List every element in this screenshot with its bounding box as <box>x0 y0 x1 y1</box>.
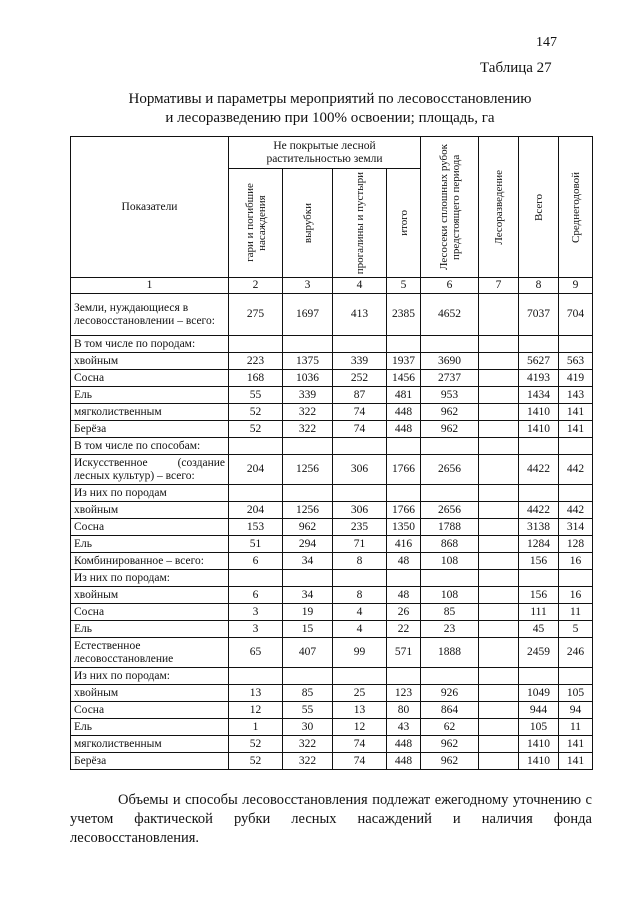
table-cell: 4 <box>333 604 387 621</box>
row-label: Сосна <box>71 702 229 719</box>
table-cell: 74 <box>333 404 387 421</box>
column-number: 2 <box>229 278 283 294</box>
table-cell: 55 <box>283 702 333 719</box>
row-label: В том числе по способам: <box>71 438 229 455</box>
header-unforested-group: Не покрытые лесной растительностью земли <box>229 137 421 169</box>
table-cell: 85 <box>421 604 479 621</box>
header-clearcut-areas: Лесосеки сплошных рубок предстоящего периода <box>421 137 479 278</box>
table-cell: 204 <box>229 455 283 485</box>
table-cell: 448 <box>387 404 421 421</box>
table-cell: 1766 <box>387 455 421 485</box>
header-indicator: Показатели <box>71 137 229 278</box>
table-cell: 6 <box>229 553 283 570</box>
table-cell <box>387 336 421 353</box>
table-cell <box>229 485 283 502</box>
table-cell: 442 <box>559 455 593 485</box>
table-cell: 43 <box>387 719 421 736</box>
column-number-row <box>71 278 593 294</box>
table-cell <box>479 570 519 587</box>
table-cell: 105 <box>559 685 593 702</box>
table-cell: 235 <box>333 519 387 536</box>
table-cell: 4422 <box>519 455 559 485</box>
table-cell: 16 <box>559 553 593 570</box>
table-cell <box>519 485 559 502</box>
table-cell: 141 <box>559 421 593 438</box>
table-cell <box>559 668 593 685</box>
column-number: 1 <box>71 278 229 294</box>
table-cell: 1788 <box>421 519 479 536</box>
table-cell: 3 <box>229 604 283 621</box>
table-cell: 80 <box>387 702 421 719</box>
table-cell: 16 <box>559 587 593 604</box>
table-cell <box>479 438 519 455</box>
table-cell <box>387 570 421 587</box>
table-row <box>71 502 593 519</box>
row-label: Ель <box>71 387 229 404</box>
table-cell: 3690 <box>421 353 479 370</box>
table-row <box>71 621 593 638</box>
table-cell <box>479 502 519 519</box>
table-cell: 962 <box>421 736 479 753</box>
table-cell <box>283 336 333 353</box>
table-cell <box>479 421 519 438</box>
table-cell <box>283 485 333 502</box>
table-cell: 413 <box>333 294 387 336</box>
table-cell <box>283 668 333 685</box>
table-cell: 87 <box>333 387 387 404</box>
table-cell <box>283 438 333 455</box>
table-cell: 481 <box>387 387 421 404</box>
table-cell: 5 <box>559 621 593 638</box>
table-cell <box>479 519 519 536</box>
table-row <box>71 438 593 455</box>
table-cell: 22 <box>387 621 421 638</box>
table-cell: 48 <box>387 587 421 604</box>
table-cell: 85 <box>283 685 333 702</box>
table-row <box>71 519 593 536</box>
table-cell: 1456 <box>387 370 421 387</box>
table-cell: 294 <box>283 536 333 553</box>
row-label: Ель <box>71 621 229 638</box>
table-cell: 5627 <box>519 353 559 370</box>
table-cell: 105 <box>519 719 559 736</box>
table-row <box>71 370 593 387</box>
norms-table <box>70 136 593 770</box>
table-cell: 7037 <box>519 294 559 336</box>
table-cell: 30 <box>283 719 333 736</box>
table-cell: 4652 <box>421 294 479 336</box>
table-cell: 52 <box>229 753 283 770</box>
table-cell: 416 <box>387 536 421 553</box>
table-row <box>71 404 593 421</box>
table-cell: 74 <box>333 753 387 770</box>
table-cell: 25 <box>333 685 387 702</box>
column-number: 3 <box>283 278 333 294</box>
table-cell: 2385 <box>387 294 421 336</box>
table-cell: 962 <box>421 404 479 421</box>
table-cell: 252 <box>333 370 387 387</box>
table-cell: 1 <box>229 719 283 736</box>
table-cell <box>229 668 283 685</box>
table-title <box>70 90 590 128</box>
row-label: Из них по породам: <box>71 570 229 587</box>
row-label: В том числе по породам: <box>71 336 229 353</box>
table-cell: 4193 <box>519 370 559 387</box>
table-cell: 1036 <box>283 370 333 387</box>
row-label: хвойным <box>71 587 229 604</box>
row-label: Сосна <box>71 370 229 387</box>
table-cell: 141 <box>559 753 593 770</box>
table-cell: 246 <box>559 638 593 668</box>
table-cell: 74 <box>333 421 387 438</box>
table-cell: 168 <box>229 370 283 387</box>
table-cell: 94 <box>559 702 593 719</box>
table-cell <box>479 736 519 753</box>
table-cell <box>333 336 387 353</box>
table-cell: 1697 <box>283 294 333 336</box>
row-label: Земли, нуждающиеся в лесовосстановлении – всего: <box>71 294 229 336</box>
table-cell <box>479 353 519 370</box>
row-label: Естественное лесовосстановление <box>71 638 229 668</box>
table-cell: 322 <box>283 404 333 421</box>
table-cell: 156 <box>519 553 559 570</box>
table-cell <box>387 485 421 502</box>
table-cell <box>229 438 283 455</box>
table-cell: 123 <box>387 685 421 702</box>
table-cell: 3 <box>229 621 283 638</box>
row-label: Сосна <box>71 519 229 536</box>
table-cell: 704 <box>559 294 593 336</box>
table-cell: 153 <box>229 519 283 536</box>
title-line-2: и лесоразведению при 100% освоении; площадь, га <box>165 110 495 126</box>
table-cell: 275 <box>229 294 283 336</box>
table-cell: 1434 <box>519 387 559 404</box>
header-glades-wastelands: прогалины и пустыри <box>333 169 387 278</box>
column-number: 4 <box>333 278 387 294</box>
table-row <box>71 753 593 770</box>
table-cell <box>421 485 479 502</box>
table-row <box>71 294 593 336</box>
table-cell: 953 <box>421 387 479 404</box>
row-label: Комбинированное – всего: <box>71 553 229 570</box>
table-cell: 2656 <box>421 502 479 519</box>
header-subtotal: итого <box>387 169 421 278</box>
table-cell: 926 <box>421 685 479 702</box>
table-cell <box>519 438 559 455</box>
header-total: Всего <box>519 137 559 278</box>
table-cell: 204 <box>229 502 283 519</box>
table-cell: 868 <box>421 536 479 553</box>
row-label: Берёза <box>71 421 229 438</box>
table-cell: 2737 <box>421 370 479 387</box>
table-cell: 48 <box>387 553 421 570</box>
table-cell: 2459 <box>519 638 559 668</box>
table-cell: 156 <box>519 587 559 604</box>
table-cell: 1256 <box>283 502 333 519</box>
table-cell <box>519 668 559 685</box>
table-cell: 141 <box>559 736 593 753</box>
table-cell: 563 <box>559 353 593 370</box>
table-row <box>71 638 593 668</box>
row-label: Ель <box>71 719 229 736</box>
table-cell: 6 <box>229 587 283 604</box>
table-cell: 322 <box>283 753 333 770</box>
table-cell <box>421 668 479 685</box>
table-cell <box>559 336 593 353</box>
table-cell: 4422 <box>519 502 559 519</box>
table-row <box>71 485 593 502</box>
table-row <box>71 421 593 438</box>
row-label: мягколиственным <box>71 736 229 753</box>
table-cell: 55 <box>229 387 283 404</box>
table-row <box>71 570 593 587</box>
table-row <box>71 702 593 719</box>
table-cell <box>559 570 593 587</box>
table-row <box>71 685 593 702</box>
table-cell: 962 <box>283 519 333 536</box>
table-cell: 407 <box>283 638 333 668</box>
table-cell: 3138 <box>519 519 559 536</box>
table-cell <box>479 685 519 702</box>
table-cell <box>479 404 519 421</box>
table-cell: 45 <box>519 621 559 638</box>
row-label: Из них по породам <box>71 485 229 502</box>
table-cell: 23 <box>421 621 479 638</box>
table-cell: 12 <box>333 719 387 736</box>
table-cell: 12 <box>229 702 283 719</box>
table-label: Таблица 27 <box>480 60 552 76</box>
table-cell: 944 <box>519 702 559 719</box>
table-cell: 322 <box>283 736 333 753</box>
table-cell: 52 <box>229 421 283 438</box>
table-cell: 1410 <box>519 404 559 421</box>
table-cell: 11 <box>559 604 593 621</box>
table-cell: 864 <box>421 702 479 719</box>
table-cell: 74 <box>333 736 387 753</box>
table-cell: 51 <box>229 536 283 553</box>
table-cell <box>479 719 519 736</box>
table-cell <box>479 536 519 553</box>
table-cell <box>479 553 519 570</box>
table-cell <box>479 604 519 621</box>
table-cell <box>229 336 283 353</box>
header-afforestation: Лесоразведение <box>479 137 519 278</box>
table-cell <box>421 336 479 353</box>
table-cell <box>421 570 479 587</box>
table-cell: 448 <box>387 421 421 438</box>
table-cell: 962 <box>421 421 479 438</box>
table-cell: 111 <box>519 604 559 621</box>
table-cell: 1256 <box>283 455 333 485</box>
table-cell: 108 <box>421 587 479 604</box>
table-cell: 1888 <box>421 638 479 668</box>
row-label: хвойным <box>71 353 229 370</box>
table-cell <box>479 668 519 685</box>
table-cell: 223 <box>229 353 283 370</box>
header-burnt-dead-stands: гари и погибшие насаждения <box>229 169 283 278</box>
table-cell: 52 <box>229 736 283 753</box>
title-line-1: Нормативы и параметры мероприятий по лесовосстановлению <box>128 91 532 107</box>
table-row <box>71 668 593 685</box>
column-number: 6 <box>421 278 479 294</box>
table-cell: 108 <box>421 553 479 570</box>
header-annual-average: Среднегодовой <box>559 137 593 278</box>
table-cell: 314 <box>559 519 593 536</box>
table-cell: 143 <box>559 387 593 404</box>
row-label: Искусственное (создание лесных культур) – всего: <box>71 455 229 485</box>
table-cell <box>479 621 519 638</box>
table-cell: 419 <box>559 370 593 387</box>
table-cell <box>387 438 421 455</box>
table-cell: 8 <box>333 587 387 604</box>
table-cell: 65 <box>229 638 283 668</box>
table-cell: 322 <box>283 421 333 438</box>
table-cell <box>479 387 519 404</box>
table-cell: 99 <box>333 638 387 668</box>
row-label: Берёза <box>71 753 229 770</box>
table-cell <box>479 485 519 502</box>
table-cell: 1937 <box>387 353 421 370</box>
page-number: 147 <box>536 35 557 50</box>
table-cell <box>333 668 387 685</box>
table-cell <box>479 294 519 336</box>
table-cell: 448 <box>387 736 421 753</box>
table-cell: 448 <box>387 753 421 770</box>
table-row <box>71 604 593 621</box>
table-cell: 15 <box>283 621 333 638</box>
table-cell: 962 <box>421 753 479 770</box>
table-cell <box>519 336 559 353</box>
table-cell <box>333 485 387 502</box>
table-cell: 1410 <box>519 736 559 753</box>
table-cell: 62 <box>421 719 479 736</box>
table-row <box>71 387 593 404</box>
table-row <box>71 736 593 753</box>
table-cell <box>387 668 421 685</box>
table-cell: 8 <box>333 553 387 570</box>
table-cell: 571 <box>387 638 421 668</box>
table-cell: 4 <box>333 621 387 638</box>
table-cell <box>559 485 593 502</box>
table-cell: 71 <box>333 536 387 553</box>
table-cell <box>229 570 283 587</box>
table-cell: 13 <box>333 702 387 719</box>
row-label: мягколиственным <box>71 404 229 421</box>
table-cell: 52 <box>229 404 283 421</box>
table-cell: 2656 <box>421 455 479 485</box>
column-number: 8 <box>519 278 559 294</box>
table-cell: 1410 <box>519 421 559 438</box>
table-cell: 306 <box>333 502 387 519</box>
header-cuttings: вырубки <box>283 169 333 278</box>
table-cell: 1766 <box>387 502 421 519</box>
table-cell: 141 <box>559 404 593 421</box>
table-cell: 19 <box>283 604 333 621</box>
table-cell <box>333 570 387 587</box>
table-row <box>71 719 593 736</box>
table-cell <box>479 638 519 668</box>
table-row <box>71 455 593 485</box>
table-cell: 339 <box>283 387 333 404</box>
table-cell <box>479 753 519 770</box>
row-label: Из них по породам: <box>71 668 229 685</box>
table-cell <box>479 587 519 604</box>
table-cell: 128 <box>559 536 593 553</box>
table-cell <box>421 438 479 455</box>
row-label: Сосна <box>71 604 229 621</box>
column-number: 5 <box>387 278 421 294</box>
table-cell: 11 <box>559 719 593 736</box>
table-cell: 26 <box>387 604 421 621</box>
table-cell: 442 <box>559 502 593 519</box>
table-cell: 339 <box>333 353 387 370</box>
table-cell <box>479 370 519 387</box>
table-row <box>71 536 593 553</box>
table-cell: 34 <box>283 553 333 570</box>
column-number: 9 <box>559 278 593 294</box>
table-cell <box>519 570 559 587</box>
table-cell <box>479 336 519 353</box>
table-row <box>71 336 593 353</box>
footer-paragraph: Объемы и способы лесовосстановления подлежат ежегодному уточнению с учетом фактической рубки лесных насаждений и наличия фонда лесовосстановления. <box>70 792 592 846</box>
table-cell: 1410 <box>519 753 559 770</box>
row-label: Ель <box>71 536 229 553</box>
table-cell <box>479 702 519 719</box>
table-cell <box>333 438 387 455</box>
table-cell: 306 <box>333 455 387 485</box>
table-cell: 1049 <box>519 685 559 702</box>
column-number: 7 <box>479 278 519 294</box>
table-row <box>71 553 593 570</box>
row-label: хвойным <box>71 685 229 702</box>
table-cell: 1284 <box>519 536 559 553</box>
table-row <box>71 587 593 604</box>
table-row <box>71 353 593 370</box>
table-cell: 34 <box>283 587 333 604</box>
table-cell: 1350 <box>387 519 421 536</box>
table-cell: 1375 <box>283 353 333 370</box>
table-cell <box>559 438 593 455</box>
table-cell: 13 <box>229 685 283 702</box>
table-cell <box>283 570 333 587</box>
row-label: хвойным <box>71 502 229 519</box>
table-cell <box>479 455 519 485</box>
